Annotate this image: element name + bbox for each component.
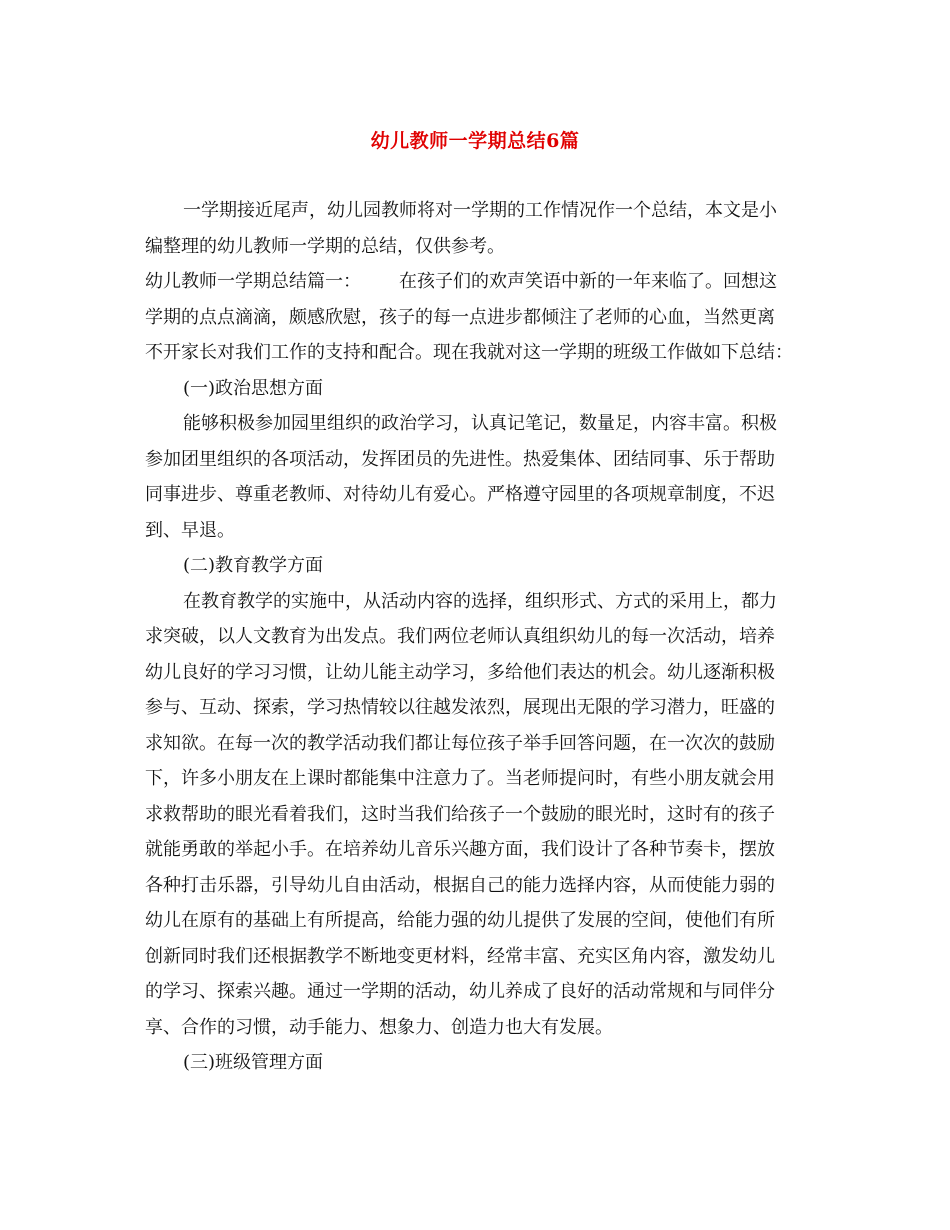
paragraph-line: 学期的点点滴滴，颇感欣慰，孩子的每一点进步都倾注了老师的心血，当然更离 [145, 306, 775, 328]
subheading: (一)政治思想方面 [183, 377, 324, 399]
subheading: (三)班级管理方面 [183, 1052, 324, 1073]
paragraph-line: 编整理的幼儿教师一学期的总结，仅供参考。 [145, 235, 505, 257]
paragraph-line: 幼儿在原有的基础上有所提高，给能力强的幼儿提供了发展的空间，使他们有所 [145, 910, 775, 931]
paragraph-line: 创新同时我们还根据教学不断地变更材料，经常丰富、充实区角内容，激发幼儿 [145, 945, 775, 967]
paragraph-line: 享、合作的习惯，动手能力、想象力、创造力也大有发展。 [145, 1016, 613, 1038]
paragraph-line: 在教育教学的实施中，从活动内容的选择，组织形式、方式的采用上，都力 [183, 590, 777, 612]
section-heading-line [145, 264, 807, 300]
document-title: 幼儿教师一学期总结6篇 [370, 130, 580, 152]
subheading: (二)教育教学方面 [183, 555, 324, 576]
paragraph-line: 的学习、探索兴趣。通过一学期的活动，幼儿养成了良好的活动常规和与同伴分 [145, 981, 775, 1002]
paragraph-line: 到、早退。 [145, 519, 235, 541]
paragraph-line: 求突破，以人文教育为出发点。我们两位老师认真组织幼儿的每一次活动，培养 [145, 626, 775, 647]
paragraph-line: 各种打击乐器，引导幼儿自由活动，根据自己的能力选择内容，从而使能力弱的 [145, 874, 775, 896]
paragraph-line: 就能勇敢的举起小手。在培养幼儿音乐兴趣方面，我们设计了各种节奏卡，摆放 [145, 839, 775, 860]
paragraph-line: 幼儿良好的学习习惯，让幼儿能主动学习，多给他们表达的机会。幼儿逐渐积极 [145, 661, 775, 683]
paragraph-line: 不开家长对我们工作的支持和配合。现在我就对这一学期的班级工作做如下总结： [145, 342, 793, 363]
paragraph-line: 一学期接近尾声，幼儿园教师将对一学期的工作情况作一个总结，本文是小 [183, 200, 777, 221]
paragraph-line-start: 在孩子们的欢声笑语中新的一年来临了。回想这 [399, 271, 777, 292]
paragraph-line: 下，许多小朋友在上课时都能集中注意力了。当老师提问时，有些小朋友就会用 [145, 768, 775, 789]
paragraph-line: 求救帮助的眼光看着我们，这时当我们给孩子一个鼓励的眼光时，这时有的孩子 [145, 803, 775, 825]
section-label: 幼儿教师一学期总结篇一： [145, 271, 361, 292]
document-body [145, 193, 807, 1081]
paragraph-line: 参与、互动、探索，学习热情较以往越发浓烈，展现出无限的学习潜力，旺盛的 [145, 697, 775, 718]
paragraph-line: 参加团里组织的各项活动，发挥团员的先进性。热爱集体、团结同事、乐于帮助 [145, 448, 775, 470]
paragraph-line: 能够积极参加园里组织的政治学习，认真记笔记，数量足，内容丰富。积极 [183, 413, 777, 434]
paragraph-line: 同事进步、尊重老教师、对待幼儿有爱心。严格遵守园里的各项规章制度，不迟 [145, 484, 775, 505]
paragraph-line: 求知欲。在每一次的教学活动我们都让每位孩子举手回答问题，在一次次的鼓励 [145, 732, 775, 754]
